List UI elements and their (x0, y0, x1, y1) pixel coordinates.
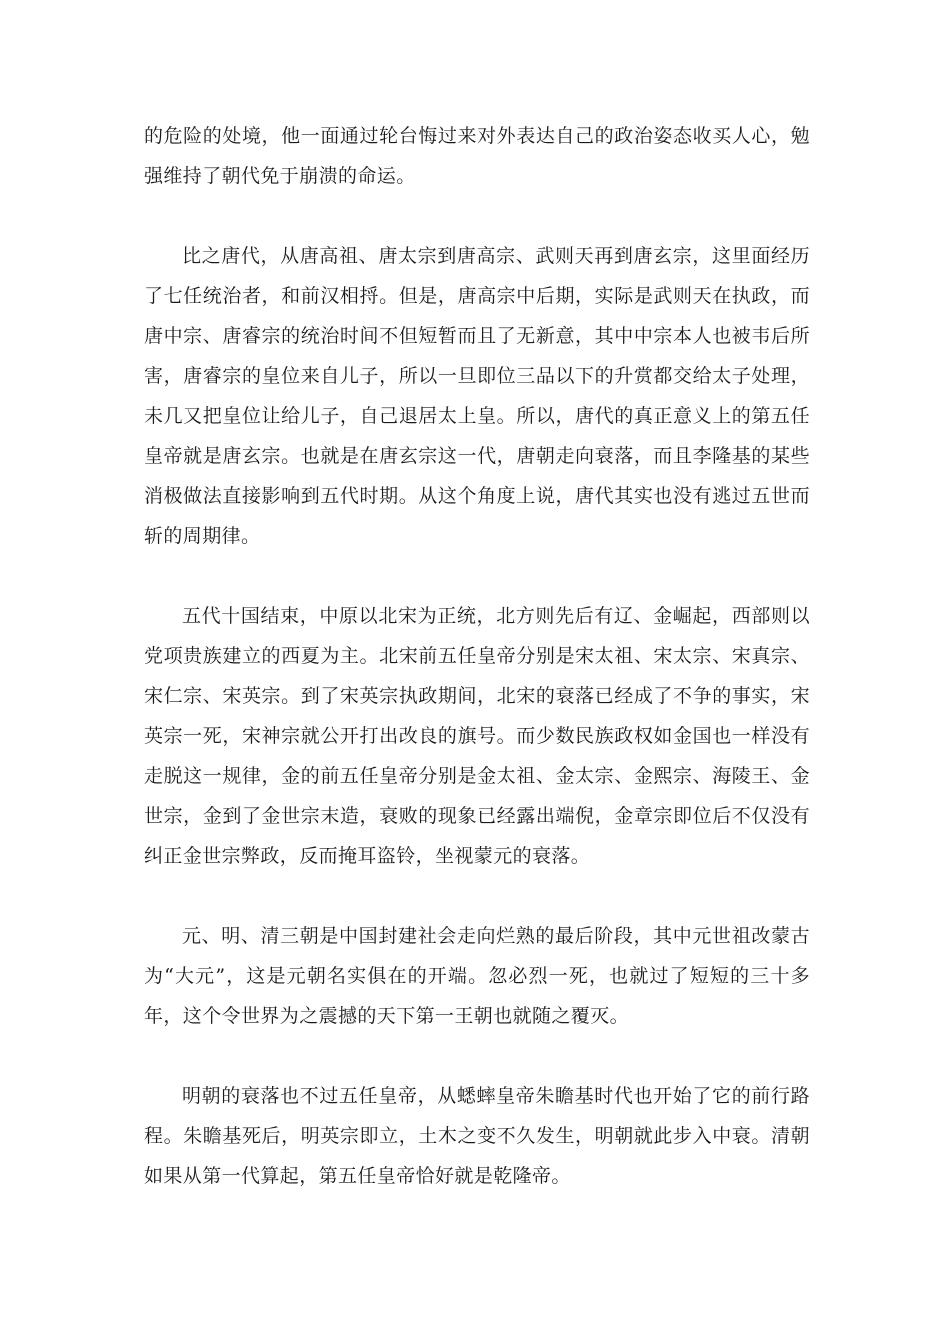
paragraph-spacer (144, 556, 810, 596)
paragraph-spacer (144, 196, 810, 236)
paragraph-ming-qing: 明朝的衰落也不过五任皇帝，从蟋蟀皇帝朱瞻基时代也开始了它的前行路程。朱瞻基死后，明英宗即立，土木之变不久发生，明朝就此步入中衰。清朝如果从第一代算起，第五任皇帝恰好就是乾隆帝。 (144, 1085, 810, 1187)
paragraph-spacer (144, 1036, 810, 1076)
paragraph-song-jin: 五代十国结束，中原以北宋为正统，北方则先后有辽、金崛起，西部则以党项贵族建立的西夏为主。北宋前五任皇帝分别是宋太祖、宋太宗、宋真宗、宋仁宗、宋英宗。到了宋英宗执政期间，北宋的衰落已经成了不争的事实，宋英宗一死，宋神宗就公开打出改良的旗号。而少数民族政权如金国也一样没有走脱这一规律，金的前五任皇帝分别是金太祖、金太宗、金熙宗、海陵王、金世宗，金到了金世宗末造，衰败的现象已经露出端倪，金章宗即位后不仅没有纠正金世宗弊政，反而掩耳盗铃，坐视蒙元的衰落。 (144, 605, 810, 867)
paragraph-yuan-dynasty: 元、明、清三朝是中国封建社会走向烂熟的最后阶段，其中元世祖改蒙古为“大元”，这是元朝名实俱在的开端。忽必烈一死，也就过了短短的三十多年，这个令世界为之震撼的天下第一王朝也就随之覆灭。 (144, 925, 810, 1027)
paragraph-tang-dynasty: 比之唐代，从唐高祖、唐太宗到唐高宗、武则天再到唐玄宗，这里面经历了七任统治者，和前汉相捋。但是，唐高宗中后期，实际是武则天在执政，而唐中宗、唐睿宗的统治时间不但短暂而且了无新意，其中中宗本人也被韦后所害，唐睿宗的皇位来自儿子，所以一旦即位三品以下的升赏都交给太子处理，未几又把皇位让给儿子，自己退居太上皇。所以，唐代的真正意义上的第五任皇帝就是唐玄宗。也就是在唐玄宗这一代，唐朝走向衰落，而且李隆基的某些消极做法直接影响到五代时期。从这个角度上说，唐代其实也没有逃过五世而斩的周期律。 (144, 245, 810, 547)
document-body (144, 116, 810, 1196)
paragraph-continuation: 的危险的处境，他一面通过轮台悔过来对外表达自己的政治姿态收买人心，勉强维持了朝代免于崩溃的命运。 (144, 125, 810, 187)
paragraph-spacer (144, 876, 810, 916)
